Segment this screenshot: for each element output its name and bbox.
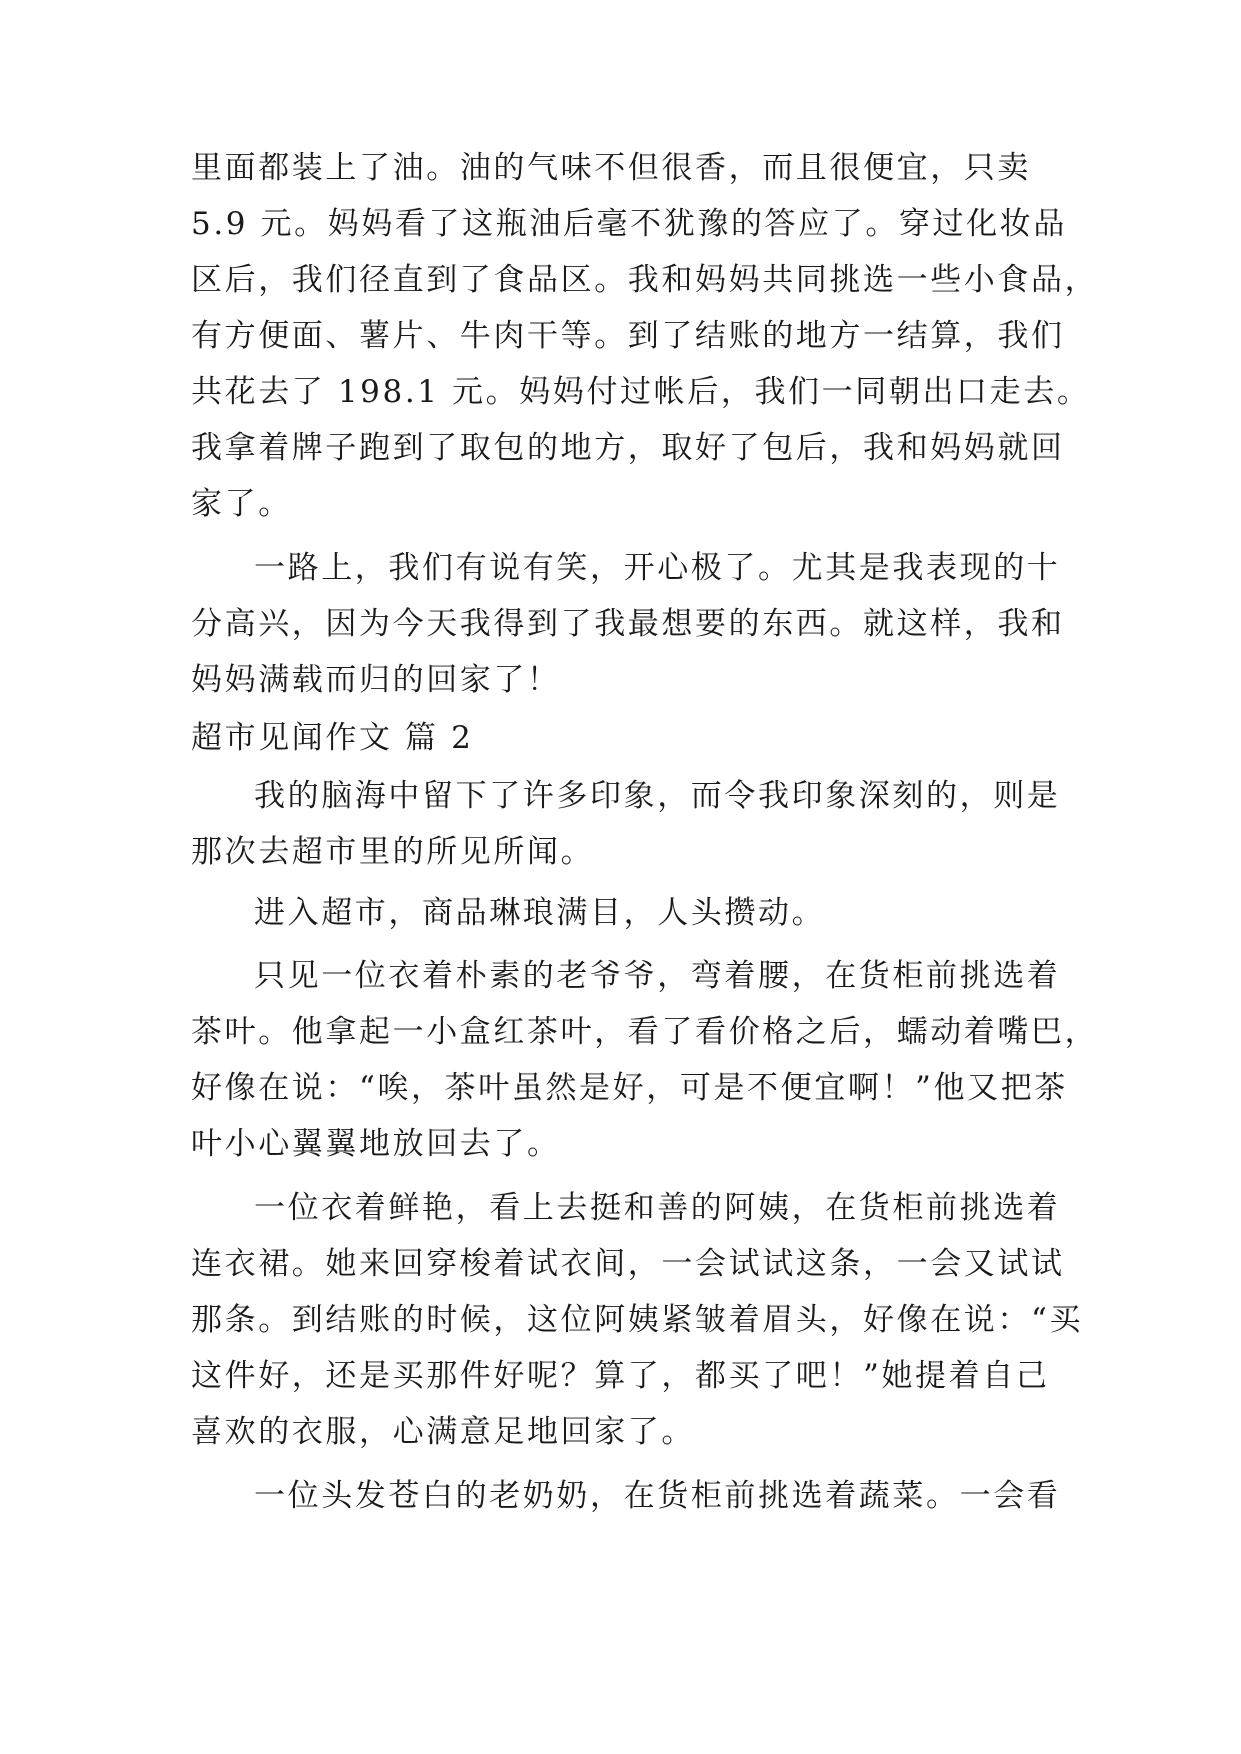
paragraph-first-line: 进入超市，商品琳琅满目，人头攒动。 <box>254 895 826 931</box>
paragraph-first-line: 一路上，我们有说有笑，开心极了。尤其是我表现的十 <box>254 550 1061 586</box>
text-line: 里面都装上了油。油的气味不但很香，而且很便宜，只卖 <box>191 150 1031 186</box>
text-line: 分高兴，因为今天我得到了我最想要的东西。就这样，我和 <box>191 606 1065 642</box>
text-line: 有方便面、薯片、牛肉干等。到了结账的地方一结算，我们 <box>191 318 1065 354</box>
text-line: 这件好，还是买那件好呢？算了，都买了吧！”她提着自己 <box>191 1358 1050 1394</box>
text-line: 5.9 元。妈妈看了这瓶油后毫不犹豫的答应了。穿过化妆品 <box>191 206 1067 242</box>
text-line: 叶小心翼翼地放回去了。 <box>191 1126 561 1162</box>
paragraph-first-line: 我的脑海中留下了许多印象，而令我印象深刻的，则是 <box>254 778 1061 814</box>
text-line: 共花去了 198.1 元。妈妈付过帐后，我们一同朝出口走去。 <box>191 374 1091 410</box>
text-line: 喜欢的衣服，心满意足地回家了。 <box>191 1414 695 1450</box>
text-line: 区后，我们径直到了食品区。我和妈妈共同挑选一些小食品， <box>191 262 1099 298</box>
paragraph-first-line: 只见一位衣着朴素的老爷爷，弯着腰，在货柜前挑选着 <box>254 958 1061 994</box>
text-line: 我拿着牌子跑到了取包的地方，取好了包后，我和妈妈就回 <box>191 430 1065 466</box>
paragraph-first-line: 一位头发苍白的老奶奶，在货柜前挑选着蔬菜。一会看 <box>254 1478 1061 1514</box>
text-line: 那条。到结账的时候，这位阿姨紧皱着眉头，好像在说：“买 <box>191 1302 1084 1338</box>
text-line: 连衣裙。她来回穿梭着试衣间，一会试试这条，一会又试试 <box>191 1246 1065 1282</box>
text-line: 好像在说：“唉，茶叶虽然是好，可是不便宜啊！”他又把茶 <box>191 1070 1068 1106</box>
paragraph-first-line: 一位衣着鲜艳，看上去挺和善的阿姨，在货柜前挑选着 <box>254 1190 1061 1226</box>
text-line: 那次去超市里的所见所闻。 <box>191 834 595 870</box>
text-line: 妈妈满载而归的回家了！ <box>191 662 561 698</box>
section-heading: 超市见闻作文 篇 2 <box>191 720 474 756</box>
text-line: 茶叶。他拿起一小盒红茶叶，看了看价格之后，蠕动着嘴巴， <box>191 1014 1099 1050</box>
text-line: 家了。 <box>191 486 292 522</box>
